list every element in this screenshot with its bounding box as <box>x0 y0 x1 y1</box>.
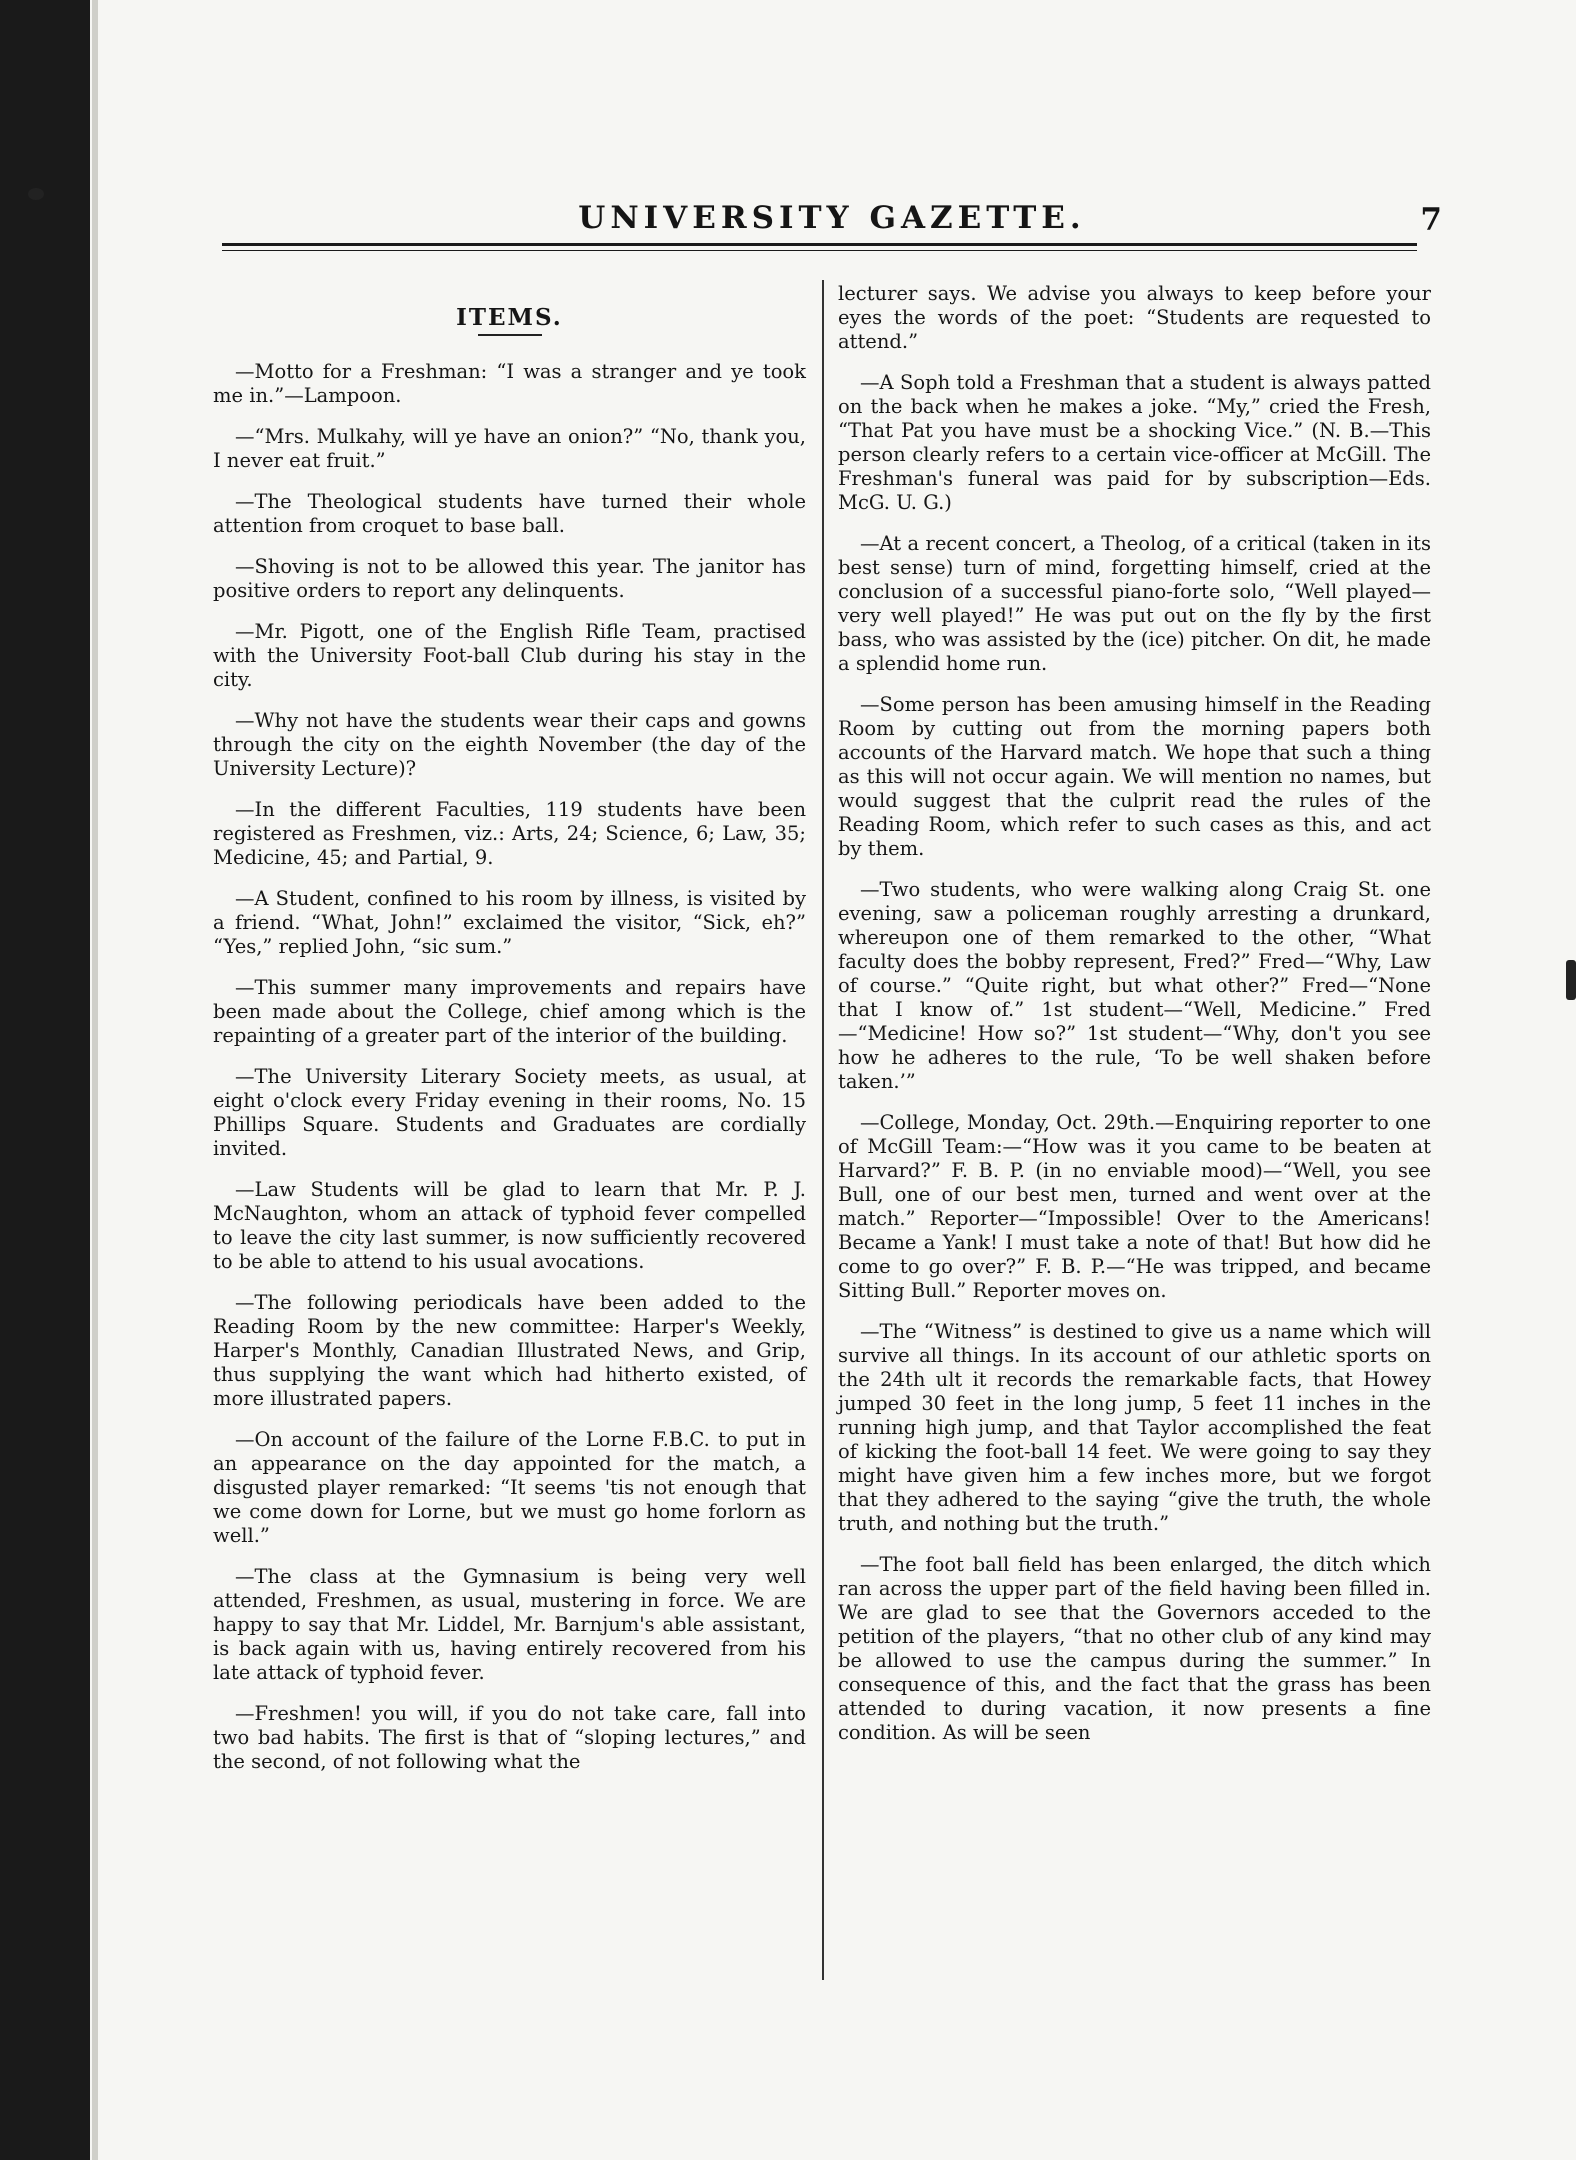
news-item: —“Mrs. Mulkahy, will ye have an onion?” “No, thank you, I never eat fruit.” <box>213 425 806 472</box>
news-item: —The class at the Gymnasium is being very well attended, Freshmen, as usual, mustering in force. We are happy to say that Mr. Liddel, Mr. Barnjum's able assistant, is back again with us, having entirely recovered from his late attack of typhoid fever. <box>213 1565 806 1684</box>
left-column <box>213 292 806 1791</box>
right-column <box>838 282 1431 1762</box>
news-item-continuation: lecturer says. We advise you always to keep before your eyes the words of the poet: “Students are requested to attend.” <box>838 282 1431 353</box>
news-item: —The foot ball field has been enlarged, the ditch which ran across the upper part of the field having been filled in. We are glad to see that the Governors acceded to the petition of the players, “that no other club of any kind may be allowed to use the campus during the summer.” In consequence of this, and the fact that the grass has been attended to during vacation, it now presents a fine condition. As will be seen <box>838 1553 1431 1744</box>
header-rule-thin <box>222 250 1417 251</box>
news-item: —Shoving is not to be allowed this year. The janitor has positive orders to report any delinquents. <box>213 555 806 602</box>
page-title: UNIVERSITY GAZETTE. <box>578 200 1086 236</box>
news-item: —College, Monday, Oct. 29th.—Enquiring reporter to one of McGill Team:—“How was it you came to be beaten at Harvard?” F. B. P. (in no enviable mood)—“Well, you see Bull, one of our best men, turned and went over at the match.” Reporter—“Impossible! Over to the Americans! Became a Yank! I must take a note of that! But how did he come to go over?” F. B. P.—“He was tripped, and became Sitting Bull.” Reporter moves on. <box>838 1111 1431 1302</box>
news-item: —On account of the failure of the Lorne F.B.C. to put in an appearance on the day appointed for the match, a disgusted player remarked: “It seems 'tis not enough that we come down for Lorne, but we must go home forlorn as well.” <box>213 1428 806 1547</box>
news-item: —Two students, who were walking along Craig St. one evening, saw a policeman roughly arresting a drunkard, whereupon one of them remarked to the other, “What faculty does the bobby represent, Fred?” Fred—“Why, Law of course.” “Quite right, but what other?” Fred—“None that I know of.” 1st student—“Well, Medicine.” Fred—“Medicine! How so?” 1st student—“Why, don't you see how he adheres to the rule, ‘To be well shaken before taken.’” <box>838 878 1431 1093</box>
news-item: —In the different Faculties, 119 students have been registered as Freshmen, viz.: Arts, 24; Science, 6; Law, 35; Medicine, 45; and Partial, 9. <box>213 798 806 869</box>
news-item: —This summer many improvements and repairs have been made about the College, chief among which is the repainting of a greater part of the interior of the building. <box>213 976 806 1047</box>
heading-rule <box>478 334 542 336</box>
news-item: —The Theological students have turned their whole attention from croquet to base ball. <box>213 490 806 537</box>
header-rule <box>222 243 1417 246</box>
page-number: 7 <box>1420 202 1442 238</box>
section-heading: ITEMS. <box>456 304 563 331</box>
news-item: —Some person has been amusing himself in the Reading Room by cutting out from the morning papers both accounts of the Harvard match. We hope that such a thing as this will not occur again. We will mention no names, but would suggest that the culprit read the rules of the Reading Room, which refer to such cases as this, and act by them. <box>838 693 1431 860</box>
binding-edge <box>92 0 98 2160</box>
news-item: —Motto for a Freshman: “I was a stranger and ye took me in.”—Lampoon. <box>213 360 806 407</box>
news-item: —A Student, confined to his room by illness, is visited by a friend. “What, John!” exclaimed the visitor, “Sick, eh?” “Yes,” replied John, “sic sum.” <box>213 887 806 958</box>
news-item: —Freshmen! you will, if you do not take care, fall into two bad habits. The first is that of “sloping lectures,” and the second, of not following what the <box>213 1702 806 1773</box>
news-item: —The “Witness” is destined to give us a name which will survive all things. In its account of our athletic sports on the 24th ult it records the remarkable facts, that Howey jumped 30 feet in the long jump, 5 feet 11 inches in the running high jump, and that Taylor accomplished the feat of kicking the foot-ball 14 feet. We were going to say they might have given him a few inches more, but we forgot that they adhered to the saying “give the truth, the whole truth, and nothing but the truth.” <box>838 1320 1431 1535</box>
ink-spot <box>1566 960 1576 1000</box>
news-item: —The University Literary Society meets, as usual, at eight o'clock every Friday evening in their rooms, No. 15 Phillips Square. Students and Graduates are cordially invited. <box>213 1065 806 1160</box>
news-item: —Mr. Pigott, one of the English Rifle Team, practised with the University Foot-ball Club during his stay in the city. <box>213 620 806 691</box>
ink-spot <box>28 188 44 200</box>
news-item: —Why not have the students wear their caps and gowns through the city on the eighth November (the day of the University Lecture)? <box>213 709 806 780</box>
news-item: —Law Students will be glad to learn that Mr. P. J. McNaughton, whom an attack of typhoid fever compelled to leave the city last summer, is now sufficiently recovered to be able to attend to his usual avocations. <box>213 1178 806 1273</box>
news-item: —The following periodicals have been added to the Reading Room by the new committee: Harper's Weekly, Harper's Monthly, Canadian Illustrated News, and Grip, thus supplying the want which had hitherto existed, of more illustrated papers. <box>213 1291 806 1410</box>
news-item: —A Soph told a Freshman that a student is always patted on the back when he makes a joke. “My,” cried the Fresh, “That Pat you have must be a shocking Vice.” (N. B.—This person clearly refers to a certain vice-officer at McGill. The Freshman's funeral was paid for by subscription—Eds. McG. U. G.) <box>838 371 1431 514</box>
news-item: —At a recent concert, a Theolog, of a critical (taken in its best sense) turn of mind, forgetting himself, cried at the conclusion of a successful piano-forte solo, “Well played—very well played!” He was put out on the fly by the first bass, who was assisted by the (ice) pitcher. On dit, he made a splendid home run. <box>838 532 1431 675</box>
column-divider <box>822 280 824 1980</box>
